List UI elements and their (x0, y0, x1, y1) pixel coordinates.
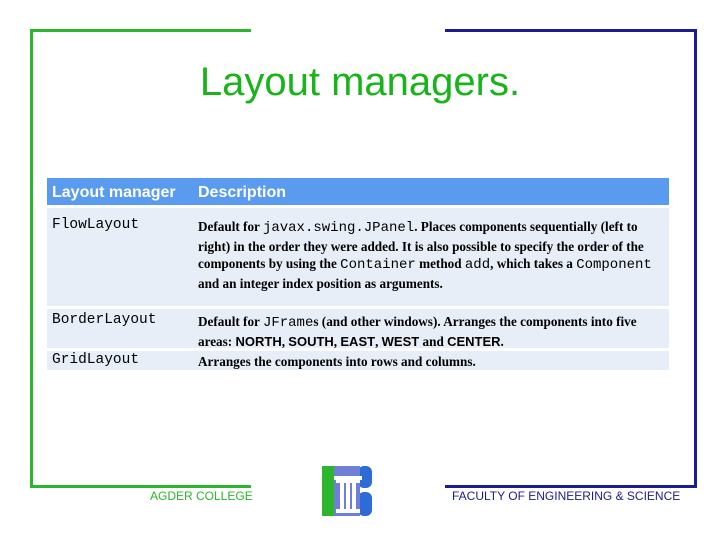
description-text: , (281, 333, 289, 349)
footer-college: AGDER COLLEGE (150, 489, 253, 503)
header-description: Description (198, 184, 287, 201)
college-column-logo-icon (320, 464, 374, 518)
manager-description (198, 353, 666, 371)
description-text: s (and other windows). Arranges the components into five areas: (198, 314, 637, 349)
manager-description (198, 218, 666, 292)
description-code: EAST (340, 333, 376, 349)
frame-top-right (445, 29, 697, 32)
description-code: SOUTH (288, 333, 334, 349)
description-text: , which takes a (490, 256, 577, 271)
description-code: WEST (381, 333, 420, 349)
frame-top-left (30, 29, 251, 32)
frame-bottom-left (30, 485, 251, 488)
description-text: and (419, 333, 448, 349)
layout-managers-table (47, 178, 669, 370)
table-row (47, 351, 669, 370)
frame-bottom-right (445, 485, 697, 488)
slide-title: Layout managers. (199, 60, 521, 104)
description-text: Default for (198, 314, 263, 329)
description-text: Default for (198, 219, 263, 234)
description-text: and an integer index position as arguments. (198, 275, 443, 291)
manager-description (198, 313, 666, 350)
description-text: , (375, 333, 382, 349)
table-row (47, 208, 669, 308)
description-code: Component (576, 257, 652, 273)
description-code: Container (340, 257, 416, 273)
footer-faculty: FACULTY OF ENGINEERING & SCIENCE (452, 489, 681, 503)
description-text: Arranges the components into rows and columns. (198, 354, 476, 369)
description-code: NORTH (235, 333, 282, 349)
description-code: JFrame (262, 315, 314, 331)
description-text: , (333, 333, 341, 349)
table-header (47, 178, 669, 205)
table-row (47, 309, 669, 349)
description-text: . Places components sequentially (left to right) in the order they were added. It is also possible to specify the order of the components by using the (198, 219, 644, 271)
description-code: javax.swing.JPanel (262, 220, 415, 236)
header-layout-manager: Layout manager (52, 184, 176, 201)
manager-name: GridLayout (52, 352, 140, 368)
description-code: CENTER (447, 333, 501, 349)
description-text: method (415, 256, 465, 271)
manager-name: FlowLayout (52, 217, 140, 233)
description-code: add (464, 257, 491, 273)
manager-name: BorderLayout (52, 312, 157, 328)
description-text: . (500, 333, 504, 349)
